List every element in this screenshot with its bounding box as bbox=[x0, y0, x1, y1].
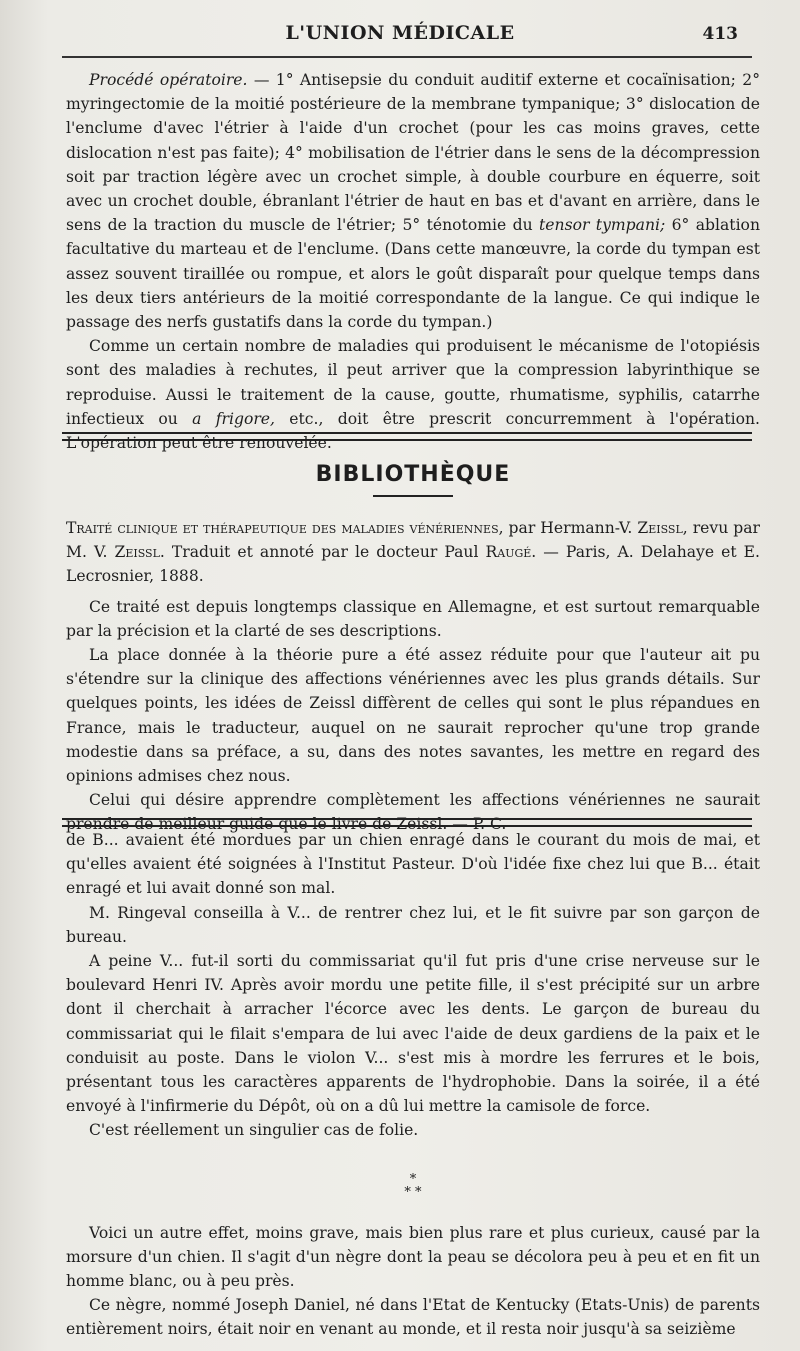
review-paragraph: Celui qui désire apprendre complètement les affections vénériennes ne saurait prendre de meilleur guide que le livre de Zeissl. — P. C. bbox=[66, 791, 760, 834]
feuilleton-paragraph: A peine V... fut-il sorti du commissariat qu'il fut pris d'une crise nerveuse sur le boulevard Henri IV. Après avoir mordu une petite fille, il s'est précipité sur un arbre dont il cherchait à arracher l'écorce avec les dents. Le garçon de bureau du commissariat qui le filait s'empara de lui avec l'aide de deux gardiens de la paix et le conduisit au poste. Dans le violon V... s'est mis à mordre les ferrures et le bois, présentant tous les caractères apparents de l'hydrophobie. Dans la soirée, il a été envoyé à l'infirmerie du Dépôt, où on a dû lui mettre la camisole de force. bbox=[66, 952, 760, 1116]
procedure-heading: Procédé opératoire. bbox=[89, 71, 248, 89]
review-paragraph: La place donnée à la théorie pure a été assez réduite pour que l'auteur ait pu s'étendre sur la clinique des affections vénériennes avec les plus grands détails. Sur quelques points, les idées de Zeissl diffèrent de celles qui sont le plus répandues en France, mais le traducteur, auquel on ne saurait reprocher qu'une trop grande modestie dans sa préface, a su, dans des notes savantes, les mettre en regard des opinions admises chez nous. bbox=[66, 646, 760, 786]
running-header bbox=[62, 18, 738, 52]
recurrence-paragraph: Comme un certain nombre de maladies qui produisent le mécanisme de l'otopiésis sont des maladies à rechutes, il peut arriver que la compression labyrinthique se reproduise. Aussi le traitement de la cause, goutte, rhumatisme, syphilis, catarrhe infectieux ou a frigore, etc., doit être prescrit concurremment à l'opération. L'opération peut être renouvelée. bbox=[66, 337, 760, 453]
book-citation: Traité clinique et thérapeutique des maladies vénériennes, par Hermann-V. Zeissl, revu par M. V. Zeissl. Traduit et annoté par le docteur Paul Raugé. — Paris, A. Delahaye et E. Lecrosnier, 1888. bbox=[66, 519, 760, 586]
bibliotheque-heading bbox=[66, 462, 760, 497]
page-number: 413 bbox=[702, 24, 738, 44]
running-title: L'UNION MÉDICALE bbox=[285, 22, 515, 44]
feuilleton-paragraph: Ce nègre, nommé Joseph Daniel, né dans l'Etat de Kentucky (Etats-Unis) de parents entièrement noirs, était noir en venant au monde, et il resta noir jusqu'à sa seizième bbox=[66, 1296, 760, 1339]
header-rule bbox=[62, 56, 752, 58]
feuilleton-paragraph: C'est réellement un singulier cas de folie. bbox=[89, 1121, 419, 1140]
feuilleton-section bbox=[66, 828, 760, 1342]
operative-procedure-paragraph: Procédé opératoire. — 1° Antisepsie du conduit auditif externe et cocaïnisation; 2° myringectomie de la moitié postérieure de la membrane tympanique; 3° dislocation de l'enclume d'avec l'étrier à l'aide d'un crochet (pour les cas moins graves, cette dislocation n'est pas faite); 4° mobilisation de l'étrier dans le sens de la décompression soit par traction légère avec un crochet simple, à double courbure en équerre, soit avec un crochet double, ébranlant l'étrier de haut en bas et d'avant en arrière, dans le sens de la traction du muscle de l'étrier; 5° ténotomie du tensor tympani; 6° ablation facultative du marteau et de l'enclume. (Dans cette manœuvre, la corde du tympan est assez souvent tiraillée ou rompue, et alors le goût disparaît pour quelque temps dans les deux tiers antérieurs de la moitié correspondante de la langue. Ce qui indique le passage des nerfs gustatifs dans la corde du tympan.) bbox=[66, 71, 760, 332]
review-paragraph: Ce traité est depuis longtemps classique en Allemagne, et est surtout remarquable par la précision et la clarté de ses descriptions. bbox=[66, 597, 760, 640]
asterism: * * * bbox=[404, 1171, 422, 1200]
feuilleton-paragraph: de B... avaient été mordues par un chien enragé dans le courant du mois de mai, et qu'elles avaient été soignées à l'Institut Pasteur. D'où l'idée fixe chez lui que B... était enragé et lui avait donné son mal. bbox=[66, 831, 760, 898]
feuilleton-divider bbox=[62, 818, 752, 827]
book-review-section bbox=[66, 516, 760, 837]
feuilleton-paragraph: M. Ringeval conseilla à V... de rentrer chez lui, et le fit suivre par son garçon de bureau. bbox=[66, 903, 760, 946]
section-title: BIBLIOTHÈQUE bbox=[315, 462, 511, 487]
book-title: Traité clinique et thérapeutique des maladies vénériennes, bbox=[66, 519, 504, 537]
operative-procedure-section bbox=[66, 68, 760, 455]
feuilleton-paragraph: Voici un autre effet, moins grave, mais bien plus rare et plus curieux, causé par la morsure d'un chien. Il s'agit d'un nègre dont la peau se décolora peu à peu et en fit un homme blanc, ou à peu près. bbox=[66, 1223, 760, 1291]
section-divider bbox=[62, 432, 752, 441]
title-underline bbox=[373, 495, 453, 497]
